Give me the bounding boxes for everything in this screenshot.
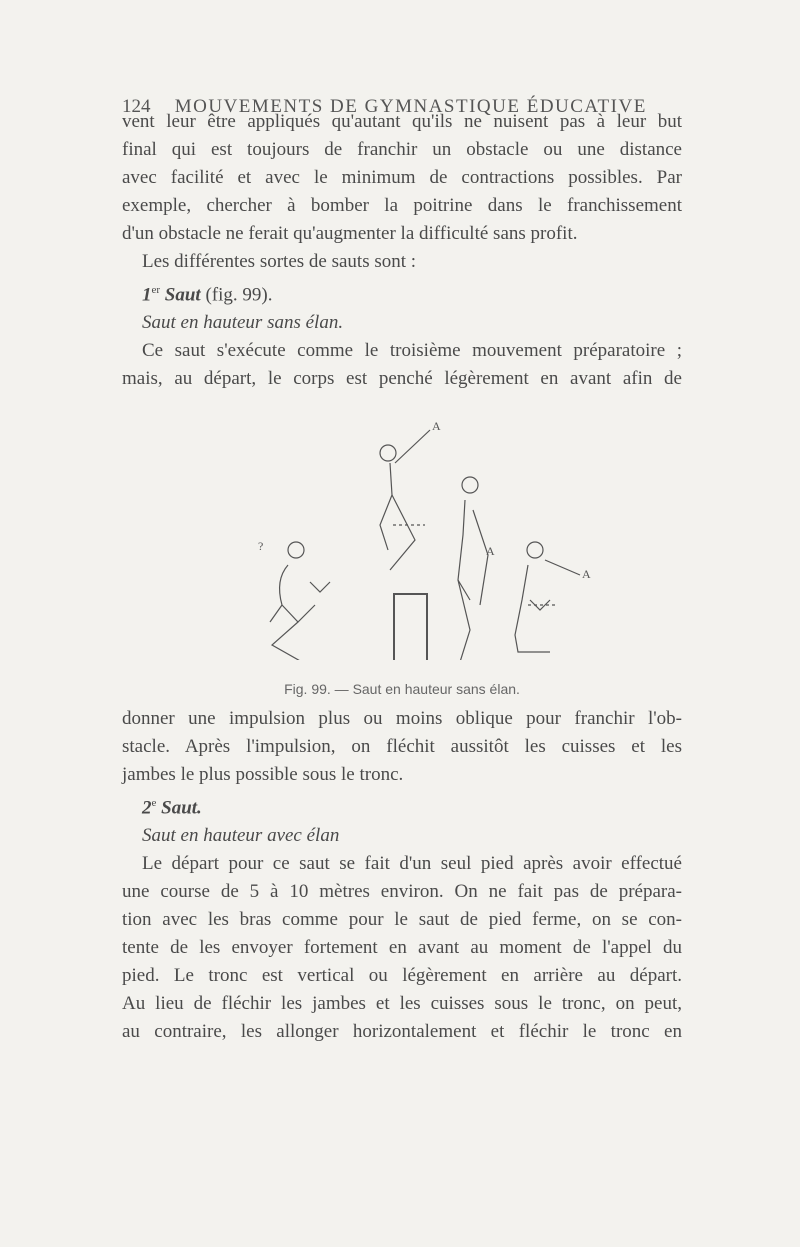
text-line: tente de les envoyer fortement en avant au moment de l'appel du: [122, 937, 682, 959]
text-line: exemple, chercher à bomber la poitrine dans le franchissement: [122, 195, 682, 216]
figure-far-right-arm: [545, 560, 580, 575]
text-line: avec facilité et avec le minimum de contractions possibles. Par: [122, 167, 682, 188]
text-line: jambes le plus possible sous le tronc.: [122, 764, 404, 785]
figure-mark: A: [432, 419, 441, 433]
saut1-title: Saut en hauteur sans élan.: [142, 312, 344, 334]
figure-middle-head: [380, 445, 396, 461]
figure-left-head: [288, 542, 304, 558]
figure-left-arm: [270, 605, 282, 622]
text-line: Ce saut s'exécute comme le troisième mouvement préparatoire ;: [142, 340, 682, 362]
text-line: pied. Le tronc est vertical ou légèrement en arrière au départ.: [122, 965, 682, 987]
figure-left-arm2: [310, 582, 330, 592]
figure-right-leg: [458, 580, 470, 660]
text-line: donner une impulsion plus ou moins oblique pour franchir l'ob-: [122, 708, 682, 729]
saut2-heading: [122, 789, 682, 822]
figure-middle-body: [380, 463, 392, 550]
saut1-ref: (fig. 99).: [205, 284, 273, 306]
text-line: une course de 5 à 10 mètres environ. On ne fait pas de prépara-: [122, 881, 682, 903]
figure-mark: A: [582, 567, 591, 581]
figure-far-right-head: [527, 542, 543, 558]
text-line: stacle. Après l'impulsion, on fléchit aussitôt les cuisses et les: [122, 736, 682, 757]
saut1-number: 1: [142, 284, 152, 306]
figure-left-body: [280, 565, 315, 622]
figure-mark: A: [486, 544, 495, 558]
saut2-title: Saut en hauteur avec élan: [142, 825, 340, 847]
figure-caption: Fig. 99. — Saut en hauteur sans élan.: [284, 681, 520, 697]
paragraph-body: [122, 705, 682, 1046]
text-line: mais, au départ, le corps est penché légèrement en avant afin de: [122, 368, 682, 390]
figure-middle-arm: [395, 430, 430, 463]
figure-far-right-body: [515, 565, 550, 652]
page-number: 124: [122, 96, 151, 117]
saut1-label: Saut: [164, 284, 201, 306]
running-title: MOUVEMENTS DE GYMNASTIQUE ÉDUCATIVE: [174, 96, 647, 117]
saut2-sup: e: [151, 797, 157, 809]
obstacle-box: [394, 594, 427, 660]
saut1-heading: [122, 276, 682, 309]
text-line: final qui est toujours de franchir un obstacle ou une distance: [122, 139, 682, 160]
figure-middle-leg: [390, 495, 415, 570]
figure-left-leg: [272, 622, 302, 660]
figure-mark: ?: [258, 539, 264, 553]
text-line: au contraire, les allonger horizontalement et fléchir le tronc en: [122, 1021, 682, 1043]
figure-99-illustration: [240, 360, 660, 660]
text-line: d'un obstacle ne ferait qu'augmenter la difficulté sans profit.: [122, 223, 578, 244]
figure-right-head: [462, 477, 478, 493]
text-line: Le départ pour ce saut se fait d'un seul pied après avoir effectué: [142, 853, 682, 875]
text-line: tion avec les bras comme pour le saut de pied ferme, on se con-: [122, 909, 682, 931]
saut1-sup: er: [151, 284, 161, 296]
saut2-label: Saut.: [161, 797, 202, 819]
text-line: vent leur être appliqués qu'autant qu'ils ne nuisent pas à leur but: [122, 111, 682, 132]
saut2-number: 2: [142, 797, 152, 819]
paragraph-intro: [122, 108, 682, 393]
text-line: Les différentes sortes de sauts sont :: [142, 251, 417, 272]
text-line: Au lieu de fléchir les jambes et les cuisses sous le tronc, on peut,: [122, 993, 682, 1015]
